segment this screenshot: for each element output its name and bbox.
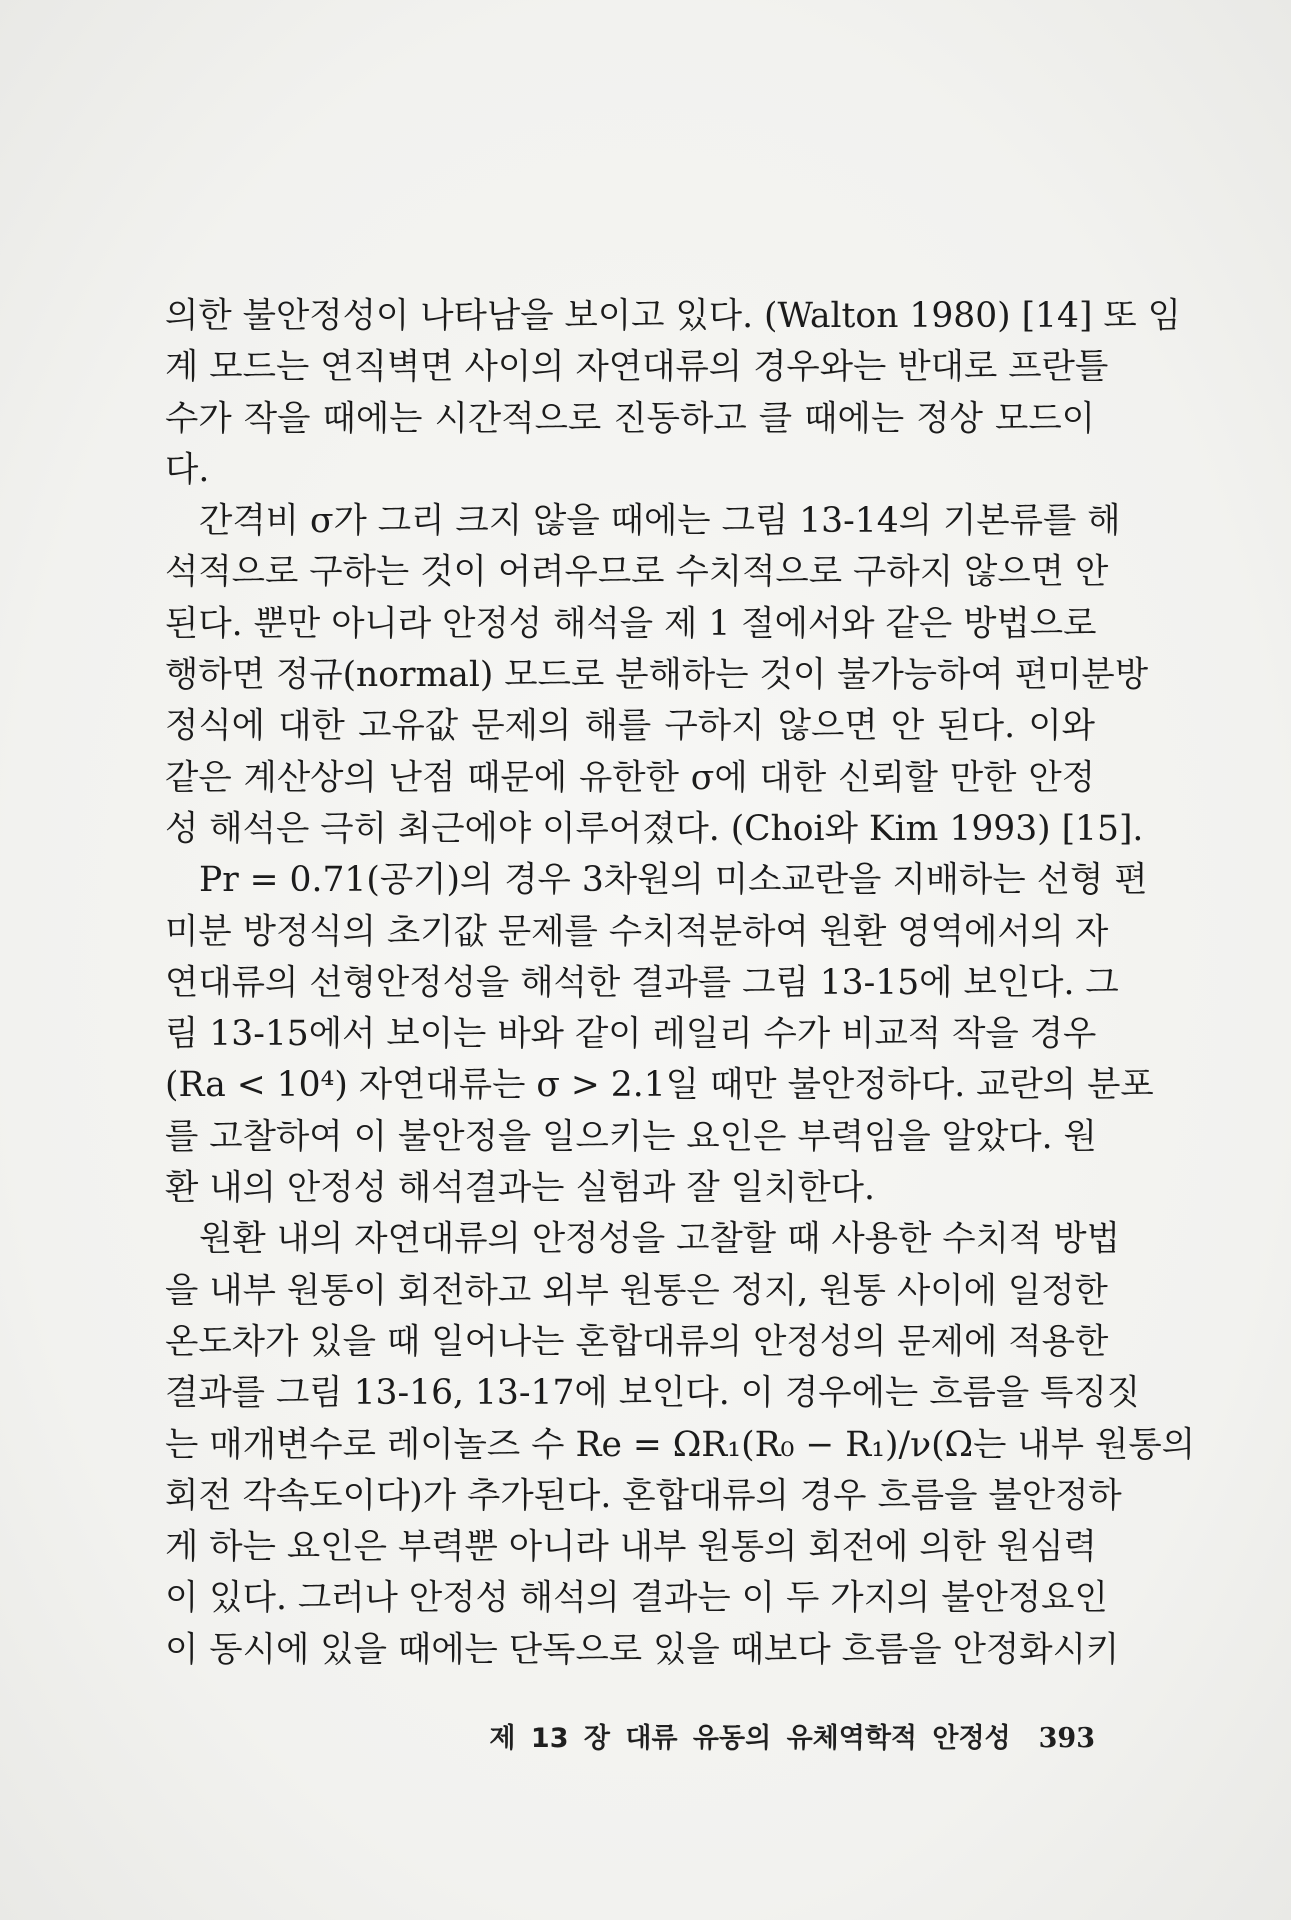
text-line: 연대류의 선형안정성을 해석한 결과를 그림 13-15에 보인다. 그 [165,962,1119,1003]
text-line: 같은 계산상의 난점 때문에 유한한 σ에 대한 신뢰할 만한 안정 [165,757,1095,798]
text-line: 된다. 뿐만 아니라 안정성 해석을 제 1 절에서와 같은 방법으로 [165,603,1097,644]
text-line: 정식에 대한 고유값 문제의 해를 구하지 않으면 안 된다. 이와 [165,706,1095,747]
body-text [165,291,1196,1676]
text-line: 수가 작을 때에는 시간적으로 진동하고 클 때에는 정상 모드이 [165,398,1095,439]
text-line: 행하면 정규(normal) 모드로 분해하는 것이 불가능하여 편미분방 [165,655,1149,696]
text-line: 림 13-15에서 보이는 바와 같이 레일리 수가 비교적 작을 경우 [165,1014,1097,1055]
text-line: 을 내부 원통이 회전하고 외부 원통은 정지, 원통 사이에 일정한 [165,1270,1108,1311]
text-line: 계 모드는 연직벽면 사이의 자연대류의 경우와는 반대로 프란틀 [165,347,1109,388]
text-line: Pr = 0.71(공기)의 경우 3차원의 미소교란을 지배하는 선형 편 [199,860,1148,901]
text-line: 를 고찰하여 이 불안정을 일으키는 요인은 부력임을 알았다. 원 [165,1116,1097,1157]
text-line: 석적으로 구하는 것이 어려우므로 수치적으로 구하지 않으면 안 [165,552,1109,593]
text-line: 성 해석은 극히 최근에야 이루어졌다. (Choi와 Kim 1993) [15]. [165,808,1144,849]
text-line: 게 하는 요인은 부력뿐 아니라 내부 원통의 회전에 의한 원심력 [165,1527,1097,1568]
text-line: 결과를 그림 13-16, 13-17에 보인다. 이 경우에는 흐름을 특징짓 [165,1373,1141,1414]
text-line: 다. [165,449,210,490]
text-line: (Ra < 10⁴) 자연대류는 σ > 2.1일 때만 불안정하다. 교란의 분포 [165,1065,1154,1106]
text-line: 온도차가 있을 때 일어나는 혼합대류의 안정성의 문제에 적용한 [165,1321,1109,1362]
text-line: 이 있다. 그러나 안정성 해석의 결과는 이 두 가지의 불안정요인 [165,1578,1108,1619]
text-line: 회전 각속도이다)가 추가된다. 혼합대류의 경우 흐름을 불안정하 [165,1475,1122,1516]
text-line: 미분 방정식의 초기값 문제를 수치적분하여 원환 영역에서의 자 [165,911,1109,952]
text-line: 간격비 σ가 그리 크지 않을 때에는 그림 13-14의 기본류를 해 [199,501,1121,542]
page-number: 393 [1038,1723,1095,1754]
chapter-title: 제 13 장 대류 유동의 유체역학적 안정성 [489,1723,1011,1754]
text-line: 의한 불안정성이 나타남을 보이고 있다. (Walton 1980) [14] 또 임 [165,296,1182,336]
running-footer [165,1716,1095,1755]
text-line: 원환 내의 자연대류의 안정성을 고찰할 때 사용한 수치적 방법 [199,1219,1120,1260]
text-line: 이 동시에 있을 때에는 단독으로 있을 때보다 흐름을 안정화시키 [165,1629,1120,1670]
text-line: 환 내의 안정성 해석결과는 실험과 잘 일치한다. [165,1168,875,1209]
text-line: 는 매개변수로 레이놀즈 수 Re = ΩR₁(R₀ − R₁)/ν(Ω는 내부 원통의 [165,1424,1196,1465]
